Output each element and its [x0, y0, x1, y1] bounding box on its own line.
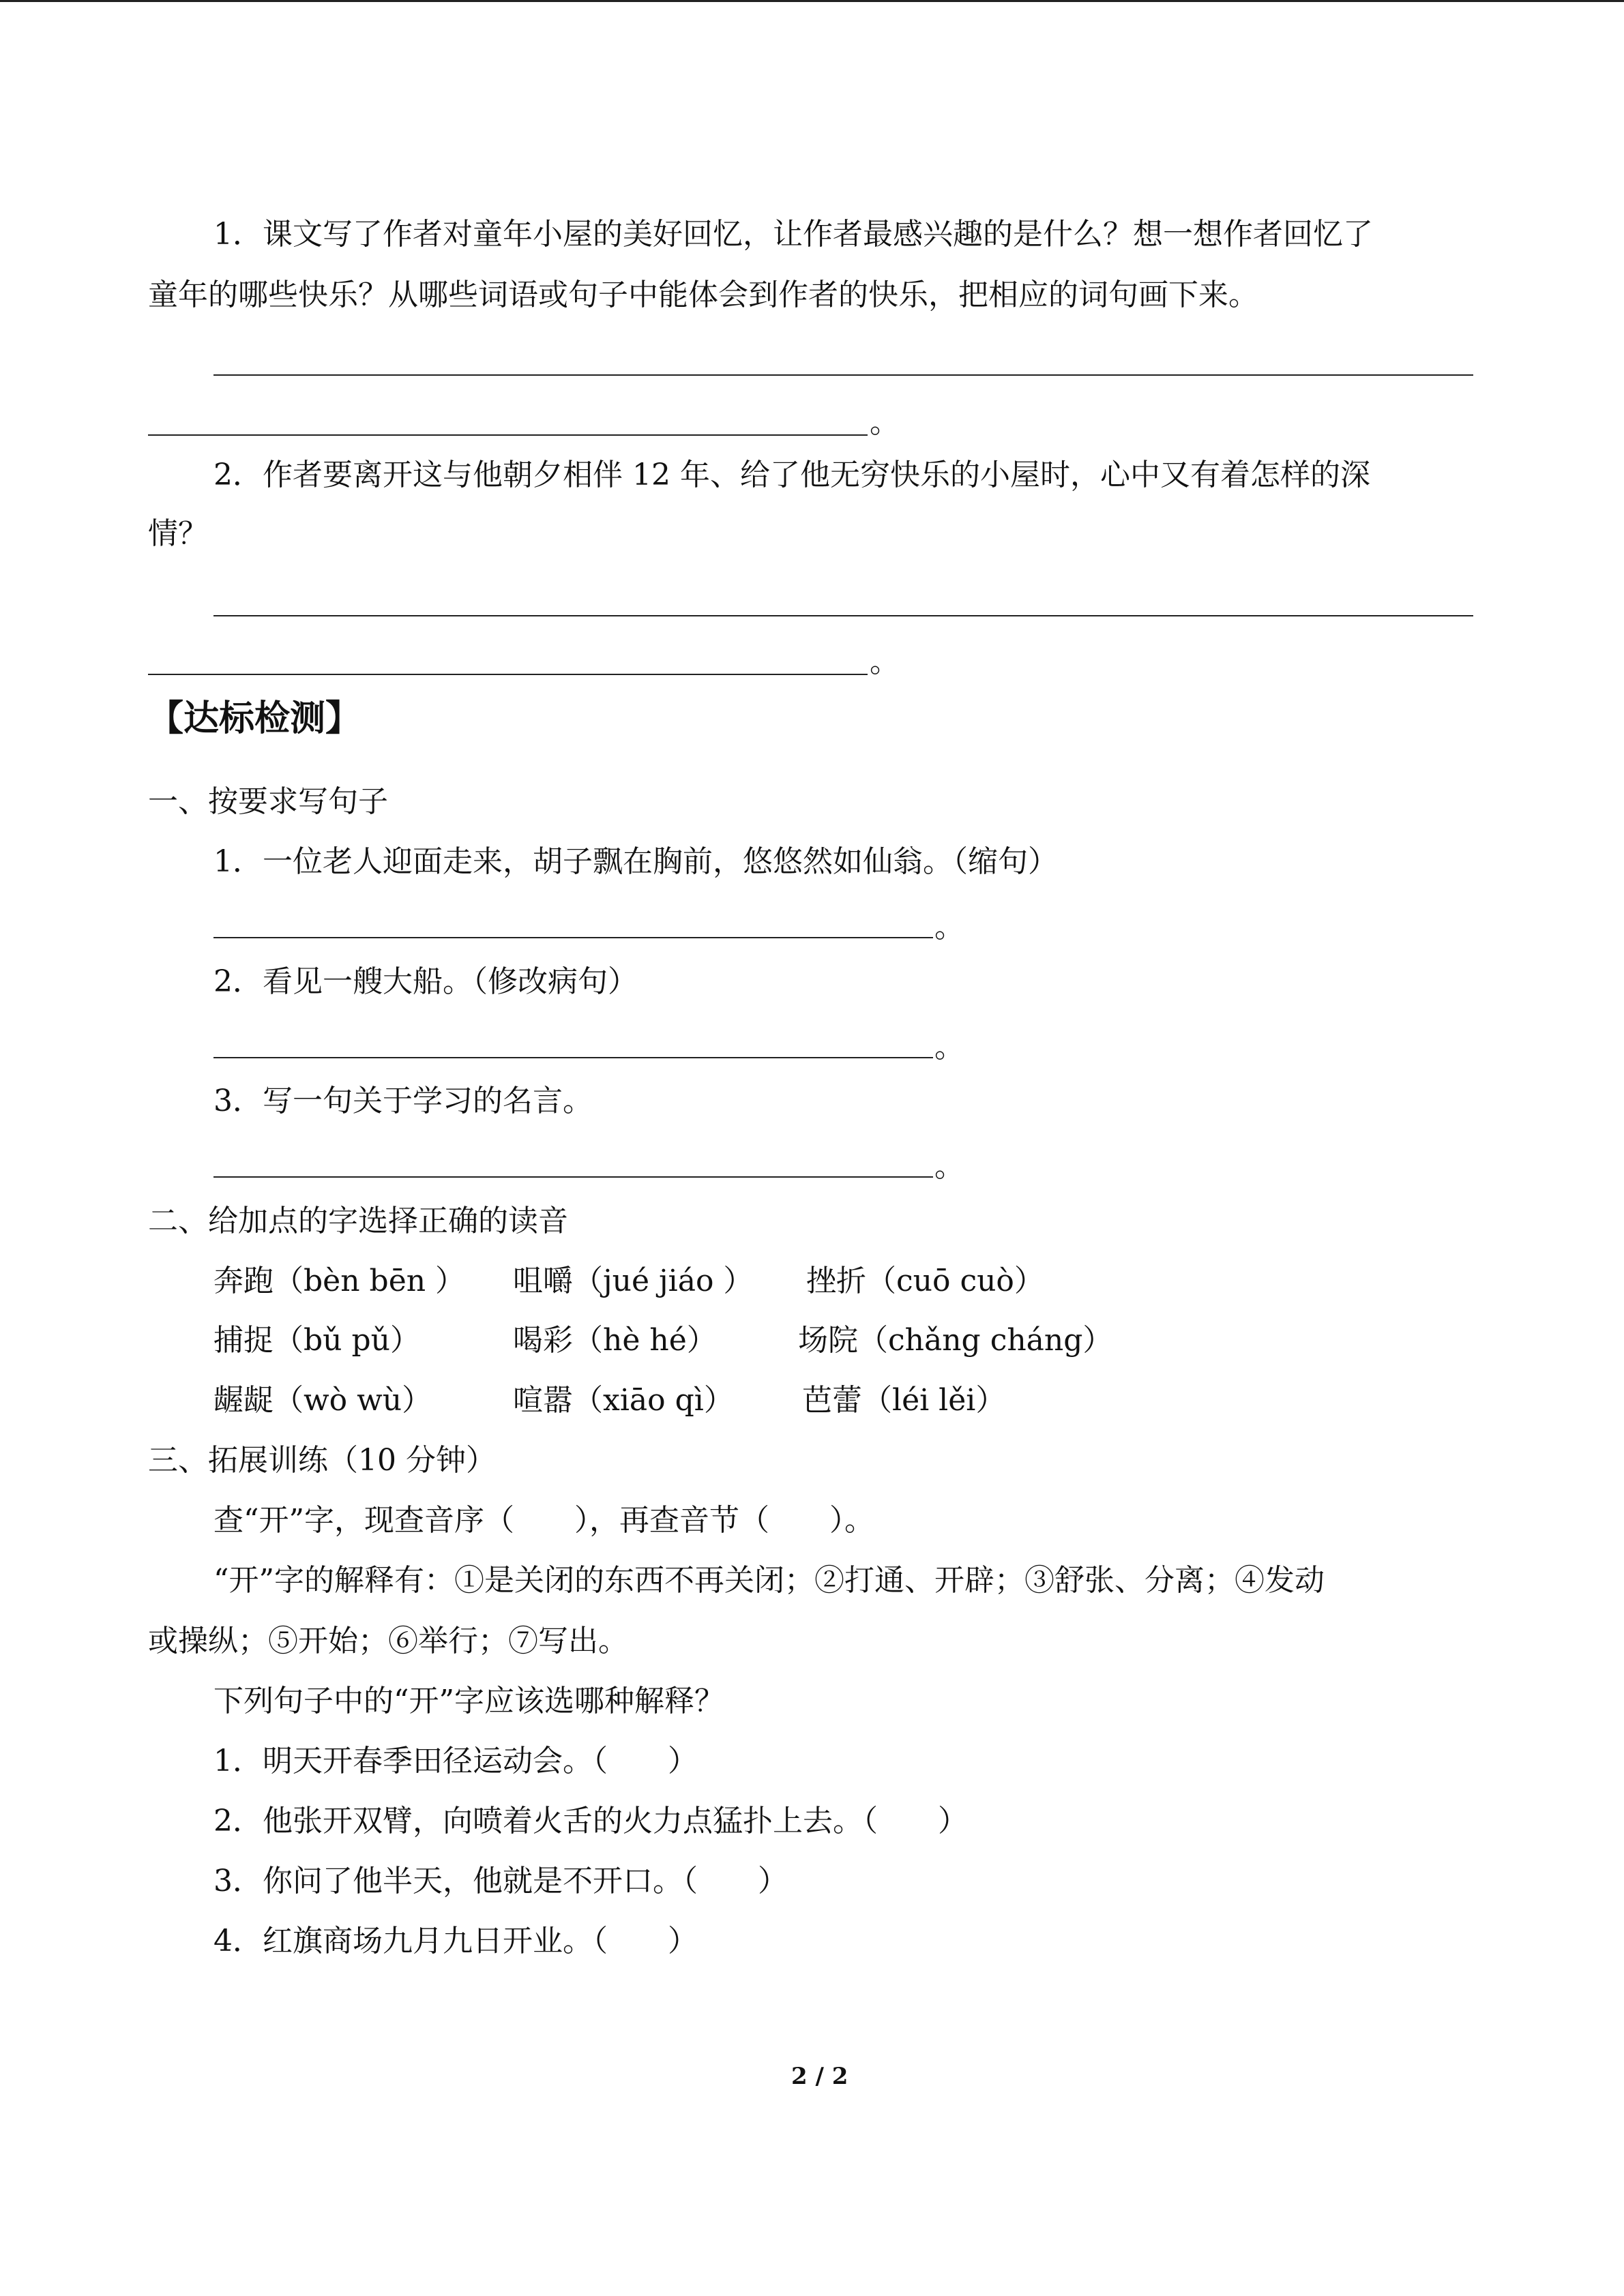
part1-item-3: 3．写一句关于学习的名言。	[213, 1084, 593, 1118]
pinyin-choice[interactable]: 场院（chǎng cháng）	[798, 1323, 1113, 1358]
pinyin-choice[interactable]: 挫折（cuō cuò）	[806, 1264, 1044, 1298]
answer-line[interactable]	[213, 1057, 933, 1058]
part1-item-1: 1．一位老人迎面走来，胡子飘在胸前，悠悠然如仙翁。（缩句）	[213, 844, 1058, 879]
part3-item-2: 2．他张开双臂，向喷着火舌的火力点猛扑上去。（ ）	[213, 1804, 968, 1838]
period-mark: 。	[934, 1030, 964, 1064]
part3-item-3: 3．你问了他半天，他就是不开口。（ ）	[213, 1864, 788, 1898]
answer-line[interactable]	[148, 434, 868, 436]
part3-prompt: 下列句子中的“开”字应该选哪种解释？	[213, 1684, 724, 1718]
reading-q1-line1: 1．课文写了作者对童年小屋的美好回忆，让作者最感兴趣的是什么？想一想作者回忆了	[213, 217, 1373, 252]
part3-title: 三、拓展训练（10 分钟）	[148, 1443, 496, 1478]
part1-title: 一、按要求写句子	[148, 784, 388, 819]
reading-q2-line1: 2．作者要离开这与他朝夕相伴 12 年、给了他无穷快乐的小屋时，心中又有着怎样的深	[213, 458, 1370, 492]
reading-q1-line2: 童年的哪些快乐？从哪些词语或句子中能体会到作者的快乐，把相应的词句画下来。	[148, 278, 1258, 312]
part3-meanings-line1: “开”字的解释有：①是关闭的东西不再关闭；②打通、开辟；③舒张、分离；④发动	[213, 1563, 1325, 1598]
part3-meanings-line2: 或操纵；⑤开始；⑥举行；⑦写出。	[148, 1624, 628, 1658]
period-mark: 。	[870, 405, 900, 440]
period-mark: 。	[934, 1149, 964, 1184]
period-mark: 。	[870, 644, 900, 679]
answer-line[interactable]	[213, 1176, 933, 1178]
answer-line[interactable]	[213, 615, 1473, 616]
pinyin-choice[interactable]: 奔跑（bèn bēn ）	[213, 1264, 466, 1298]
pinyin-choice[interactable]: 咀嚼（jué jiáo ）	[513, 1264, 754, 1298]
pinyin-choice[interactable]: 喝彩（hè hé）	[513, 1323, 717, 1358]
answer-line[interactable]	[213, 937, 933, 938]
pinyin-choice[interactable]: 龌龊（wò wù）	[213, 1383, 432, 1418]
answer-line[interactable]	[148, 674, 868, 675]
pinyin-choice[interactable]: 喧嚣（xiāo qì）	[513, 1383, 734, 1418]
pinyin-choice[interactable]: 芭蕾（léi lěi）	[802, 1383, 1006, 1418]
part3-item-1: 1．明天开春季田径运动会。（ ）	[213, 1744, 698, 1778]
part3-lookup: 查“开”字，现查音序（ ），再查音节（ ）。	[213, 1503, 874, 1538]
reading-q2-line2: 情？	[148, 516, 208, 551]
part1-item-2: 2．看见一艘大船。（修改病句）	[213, 964, 638, 999]
pinyin-choice[interactable]: 捕捉（bǔ pǔ）	[213, 1323, 420, 1358]
part3-item-4: 4．红旗商场九月九日开业。（ ）	[213, 1924, 698, 1958]
period-mark: 。	[934, 910, 964, 944]
part2-title: 二、给加点的字选择正确的读音	[148, 1204, 568, 1238]
answer-line[interactable]	[213, 374, 1473, 376]
page-number: 2 / 2	[791, 2063, 848, 2090]
section-title: 【达标检测】	[148, 698, 361, 739]
